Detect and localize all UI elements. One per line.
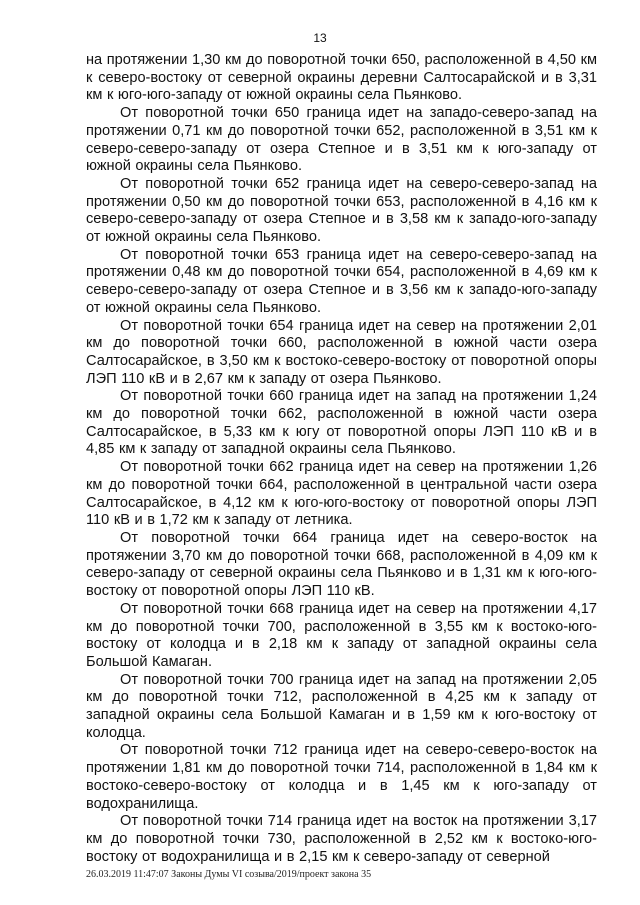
paragraph-point-668: От поворотной точки 668 граница идет на север на протяжении 4,17 км до поворотной точки 700, расположенной в 3,55 км к востоко-юго-востоку от колодца и в 2,18 км к западу от западной окраины села Большой Камаган. <box>86 600 597 670</box>
page-number: 13 <box>313 31 327 45</box>
document-body <box>86 52 597 866</box>
document-footer: 26.03.2019 11:47:07 Законы Думы VI созыва/2019/проект закона 35 <box>86 869 372 880</box>
paragraph-continuation: на протяжении 1,30 км до поворотной точки 650, расположенной в 4,50 км к северо-востоку от северной окраины деревни Салтосарайской и в 3,31 км к юго-юго-западу от южной окраины села Пьянково. <box>86 52 597 104</box>
paragraph-point-712: От поворотной точки 712 граница идет на северо-северо-восток на протяжении 1,81 км до поворотной точки 714, расположенной в 1,84 км к востоко-северо-востоку от колодца и в 1,45 км к юго-западу от водохранилища. <box>86 742 597 812</box>
paragraph-point-660: От поворотной точки 660 граница идет на запад на протяжении 1,24 км до поворотной точки 662, расположенной в южной части озера Салтосарайское, в 5,33 км к югу от поворотной опоры ЛЭП 110 кВ и в 4,85 км к западу от западной окраины села Пьянково. <box>86 388 597 458</box>
paragraph-point-654: От поворотной точки 654 граница идет на север на протяжении 2,01 км до поворотной точки 660, расположенной в южной части озера Салтосарайское, в 3,50 км к востоко-северо-востоку от поворотной опоры ЛЭП 110 кВ и в 2,67 км к западу от озера Пьянково. <box>86 317 597 387</box>
paragraph-point-664: От поворотной точки 664 граница идет на северо-восток на протяжении 3,70 км до поворотной точки 668, расположенной в 4,09 км к северо-западу от северной окраины села Пьянково и в 1,31 км к юго-юго-востоку от поворотной опоры ЛЭП 110 кВ. <box>86 529 597 600</box>
paragraph-point-662: От поворотной точки 662 граница идет на север на протяжении 1,26 км до поворотной точки 664, расположенной в центральной части озера Салтосарайское, в 4,12 км к юго-юго-востоку от поворотной опоры ЛЭП 110 кВ и в 1,72 км к западу от летника. <box>86 459 597 529</box>
paragraph-point-650: От поворотной точки 650 граница идет на западо-северо-запад на протяжении 0,71 км до поворотной точки 652, расположенной в 3,51 км к северо-северо-западу от озера Степное и в 3,51 км к юго-западу от южной окраины села Пьянково. <box>86 105 597 175</box>
paragraph-point-700: От поворотной точки 700 граница идет на запад на протяжении 2,05 км до поворотной точки 712, расположенной в 4,25 км к западу от западной окраины села Большой Камаган и в 1,59 км к юго-востоку от колодца. <box>86 671 597 741</box>
paragraph-point-652: От поворотной точки 652 граница идет на северо-северо-запад на протяжении 0,50 км до поворотной точки 653, расположенной в 4,16 км к северо-северо-западу от озера Степное и в 3,58 км к западо-юго-западу от южной окраины села Пьянково. <box>86 175 597 246</box>
paragraph-point-653: От поворотной точки 653 граница идет на северо-северо-запад на протяжении 0,48 км до поворотной точки 654, расположенной в 4,69 км к северо-северо-западу от озера Степное и в 3,56 км к западо-юго-западу от южной окраины села Пьянково. <box>86 246 597 316</box>
paragraph-point-714: От поворотной точки 714 граница идет на восток на протяжении 3,17 км до поворотной точки 730, расположенной в 2,52 км к востоко-юго-востоку от водохранилища и в 2,15 км к северо-западу от северной <box>86 813 597 865</box>
